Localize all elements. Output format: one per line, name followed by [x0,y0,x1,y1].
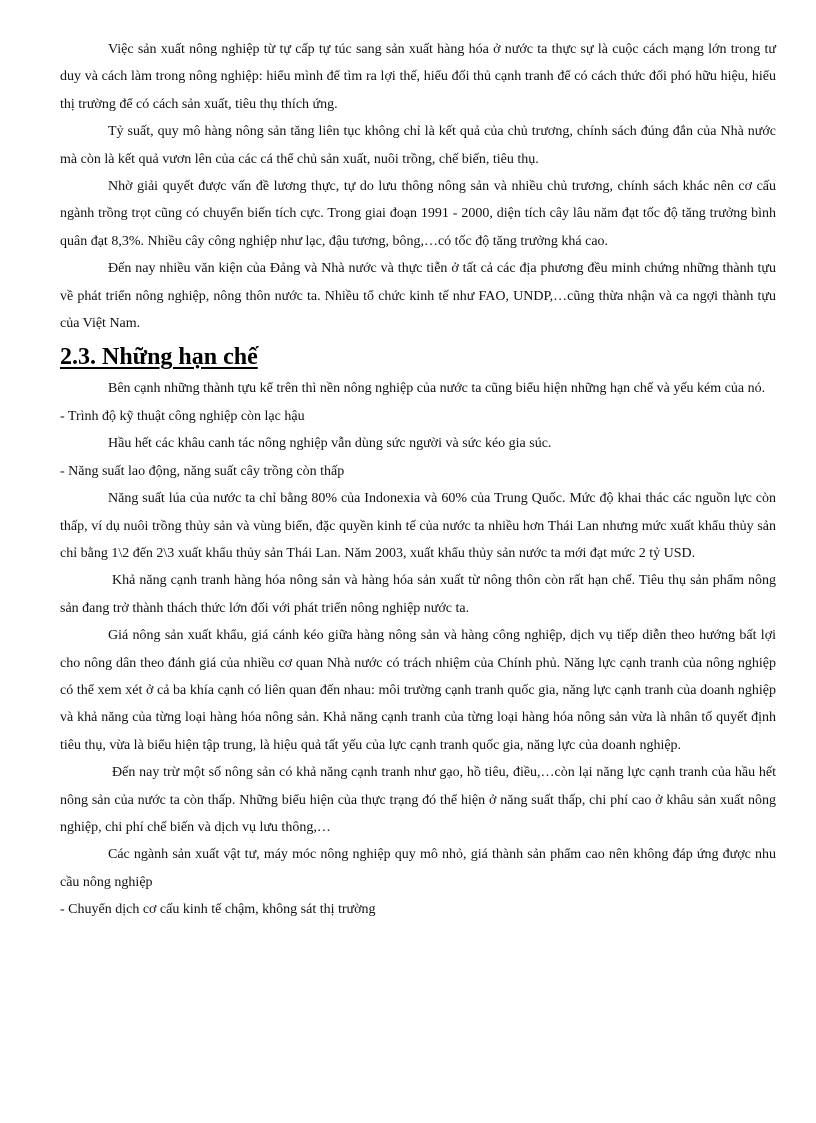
paragraph-limitations-intro: Bên cạnh những thành tựu kể trên thì nền nông nghiệp của nước ta cũng biểu hiện những hạn chế và yếu kém của nó. [108,381,766,397]
bullet-technical-level: - Trình độ kỹ thuật công nghiệp còn lạc hậu [60,408,305,424]
paragraph-commodity-production: Việc sản xuất nông nghiệp từ tự cấp tự túc sang sản xuất hàng hóa ở nước ta thực sự là cuộc cách mạng lớn trong tư duy và cách làm trong nông nghiệp: hiểu mình để tìm ra lợi thế, hiểu đối thủ cạnh tranh để có cách thức đối phó hữu hiệu, hiểu thị trường để có cách sản xuất, tiêu thụ thích ứng. [60,42,776,112]
paragraph-achievements-recognized: Đến nay nhiều văn kiện của Đảng và Nhà nước và thực tiễn ở tất cả các địa phương đều minh chứng những thành tựu về phát triển nông nghiệp, nông thôn nước ta. Nhiều tổ chức kinh tế như FAO, UNDP,…cũng thừa nhận và ca ngợi thành tựu của Việt Nam. [60,261,776,332]
paragraph-competitiveness: Khả năng cạnh tranh hàng hóa nông sản và hàng hóa sản xuất từ nông thôn còn rất hạn chế. Tiêu thụ sản phẩm nông sản đang trở thành thách thức lớn đối với phát triển nông nghiệp nước ta. [60,573,776,616]
paragraph-manual-labor: Hầu hết các khâu canh tác nông nghiệp vẫn dùng sức người và sức kéo gia súc. [108,436,552,452]
paragraph-crop-structure: Nhờ giải quyết được vấn đề lương thực, tự do lưu thông nông sản và nhiều chủ trương, chính sách khác nên cơ cấu ngành trồng trọt cũng có chuyển biến tích cực. Trong giai đoạn 1991 - 2000, diện tích cây lâu năm đạt tốc độ tăng trưởng bình quân đạt 8,3%. Nhiều cây công nghiệp như lạc, đậu tương, bông,…có tốc độ tăng trưởng khá cao. [60,179,776,249]
paragraph-output-growth: Tỷ suất, quy mô hàng nông sản tăng liên tục không chỉ là kết quả của chủ trương, chính sách đúng đắn của Nhà nước mà còn là kết quả vươn lên của các cá thể chủ sản xuất, nuôi trồng, chế biến, tiêu thụ. [60,124,776,167]
paragraph-low-competitiveness: Đến nay trừ một số nông sản có khả năng cạnh tranh như gạo, hồ tiêu, điều,…còn lại năng lực cạnh tranh của hầu hết nông sản của nước ta còn thấp. Những biểu hiện của thực trạng đó thể hiện ở năng suất thấp, chi phí cao ở khâu sản xuất nông nghiệp, chi phí chế biến và dịch vụ lưu thông,… [60,765,776,835]
section-heading: 2.3. Những hạn chế [60,344,258,371]
bullet-productivity: - Năng suất lao động, năng suất cây trồng còn thấp [60,463,345,479]
paragraph-rice-yield: Năng suất lúa của nước ta chỉ bằng 80% của Indonexia và 60% của Trung Quốc. Mức độ khai thác các nguồn lực còn thấp, ví dụ nuôi trồng thủy sản và vùng biển, đặc quyền kinh tế của nước ta nhiều hơn Thái Lan nhưng mức xuất khẩu thủy sản chỉ bằng 1\2 đến 2\3 xuất khẩu thủy sản Thái Lan. Năm 2003, xuất khẩu thủy sản nước ta mới đạt mức 2 tỷ USD. [60,491,776,561]
document-page [60,36,776,924]
paragraph-supply-industries: Các ngành sản xuất vật tư, máy móc nông nghiệp quy mô nhỏ, giá thành sản phẩm cao nên không đáp ứng được nhu cầu nông nghiệp [60,847,776,890]
paragraph-export-prices: Giá nông sản xuất khẩu, giá cánh kéo giữa hàng nông sản và hàng công nghiệp, dịch vụ tiếp diễn theo hướng bất lợi cho nông dân theo đánh giá của nhiều cơ quan Nhà nước có trách nhiệm của Chính phủ. Năng lực cạnh tranh của nông nghiệp có thể xem xét ở cả ba khía cạnh có liên quan đến nhau: môi trường cạnh tranh quốc gia, năng lực cạnh tranh của doanh nghiệp và khả năng của từng loại hàng hóa nông sản. Khả năng cạnh tranh của từng loại hàng hóa nông sản vừa là nhân tố quyết định tiêu thụ, vừa là biểu hiện tập trung, là hiệu quả tất yếu của lực cạnh tranh quốc gia, năng lực của doanh nghiệp. [60,628,776,753]
bullet-structural-shift: - Chuyển dịch cơ cấu kinh tế chậm, không sát thị trường [60,902,376,918]
